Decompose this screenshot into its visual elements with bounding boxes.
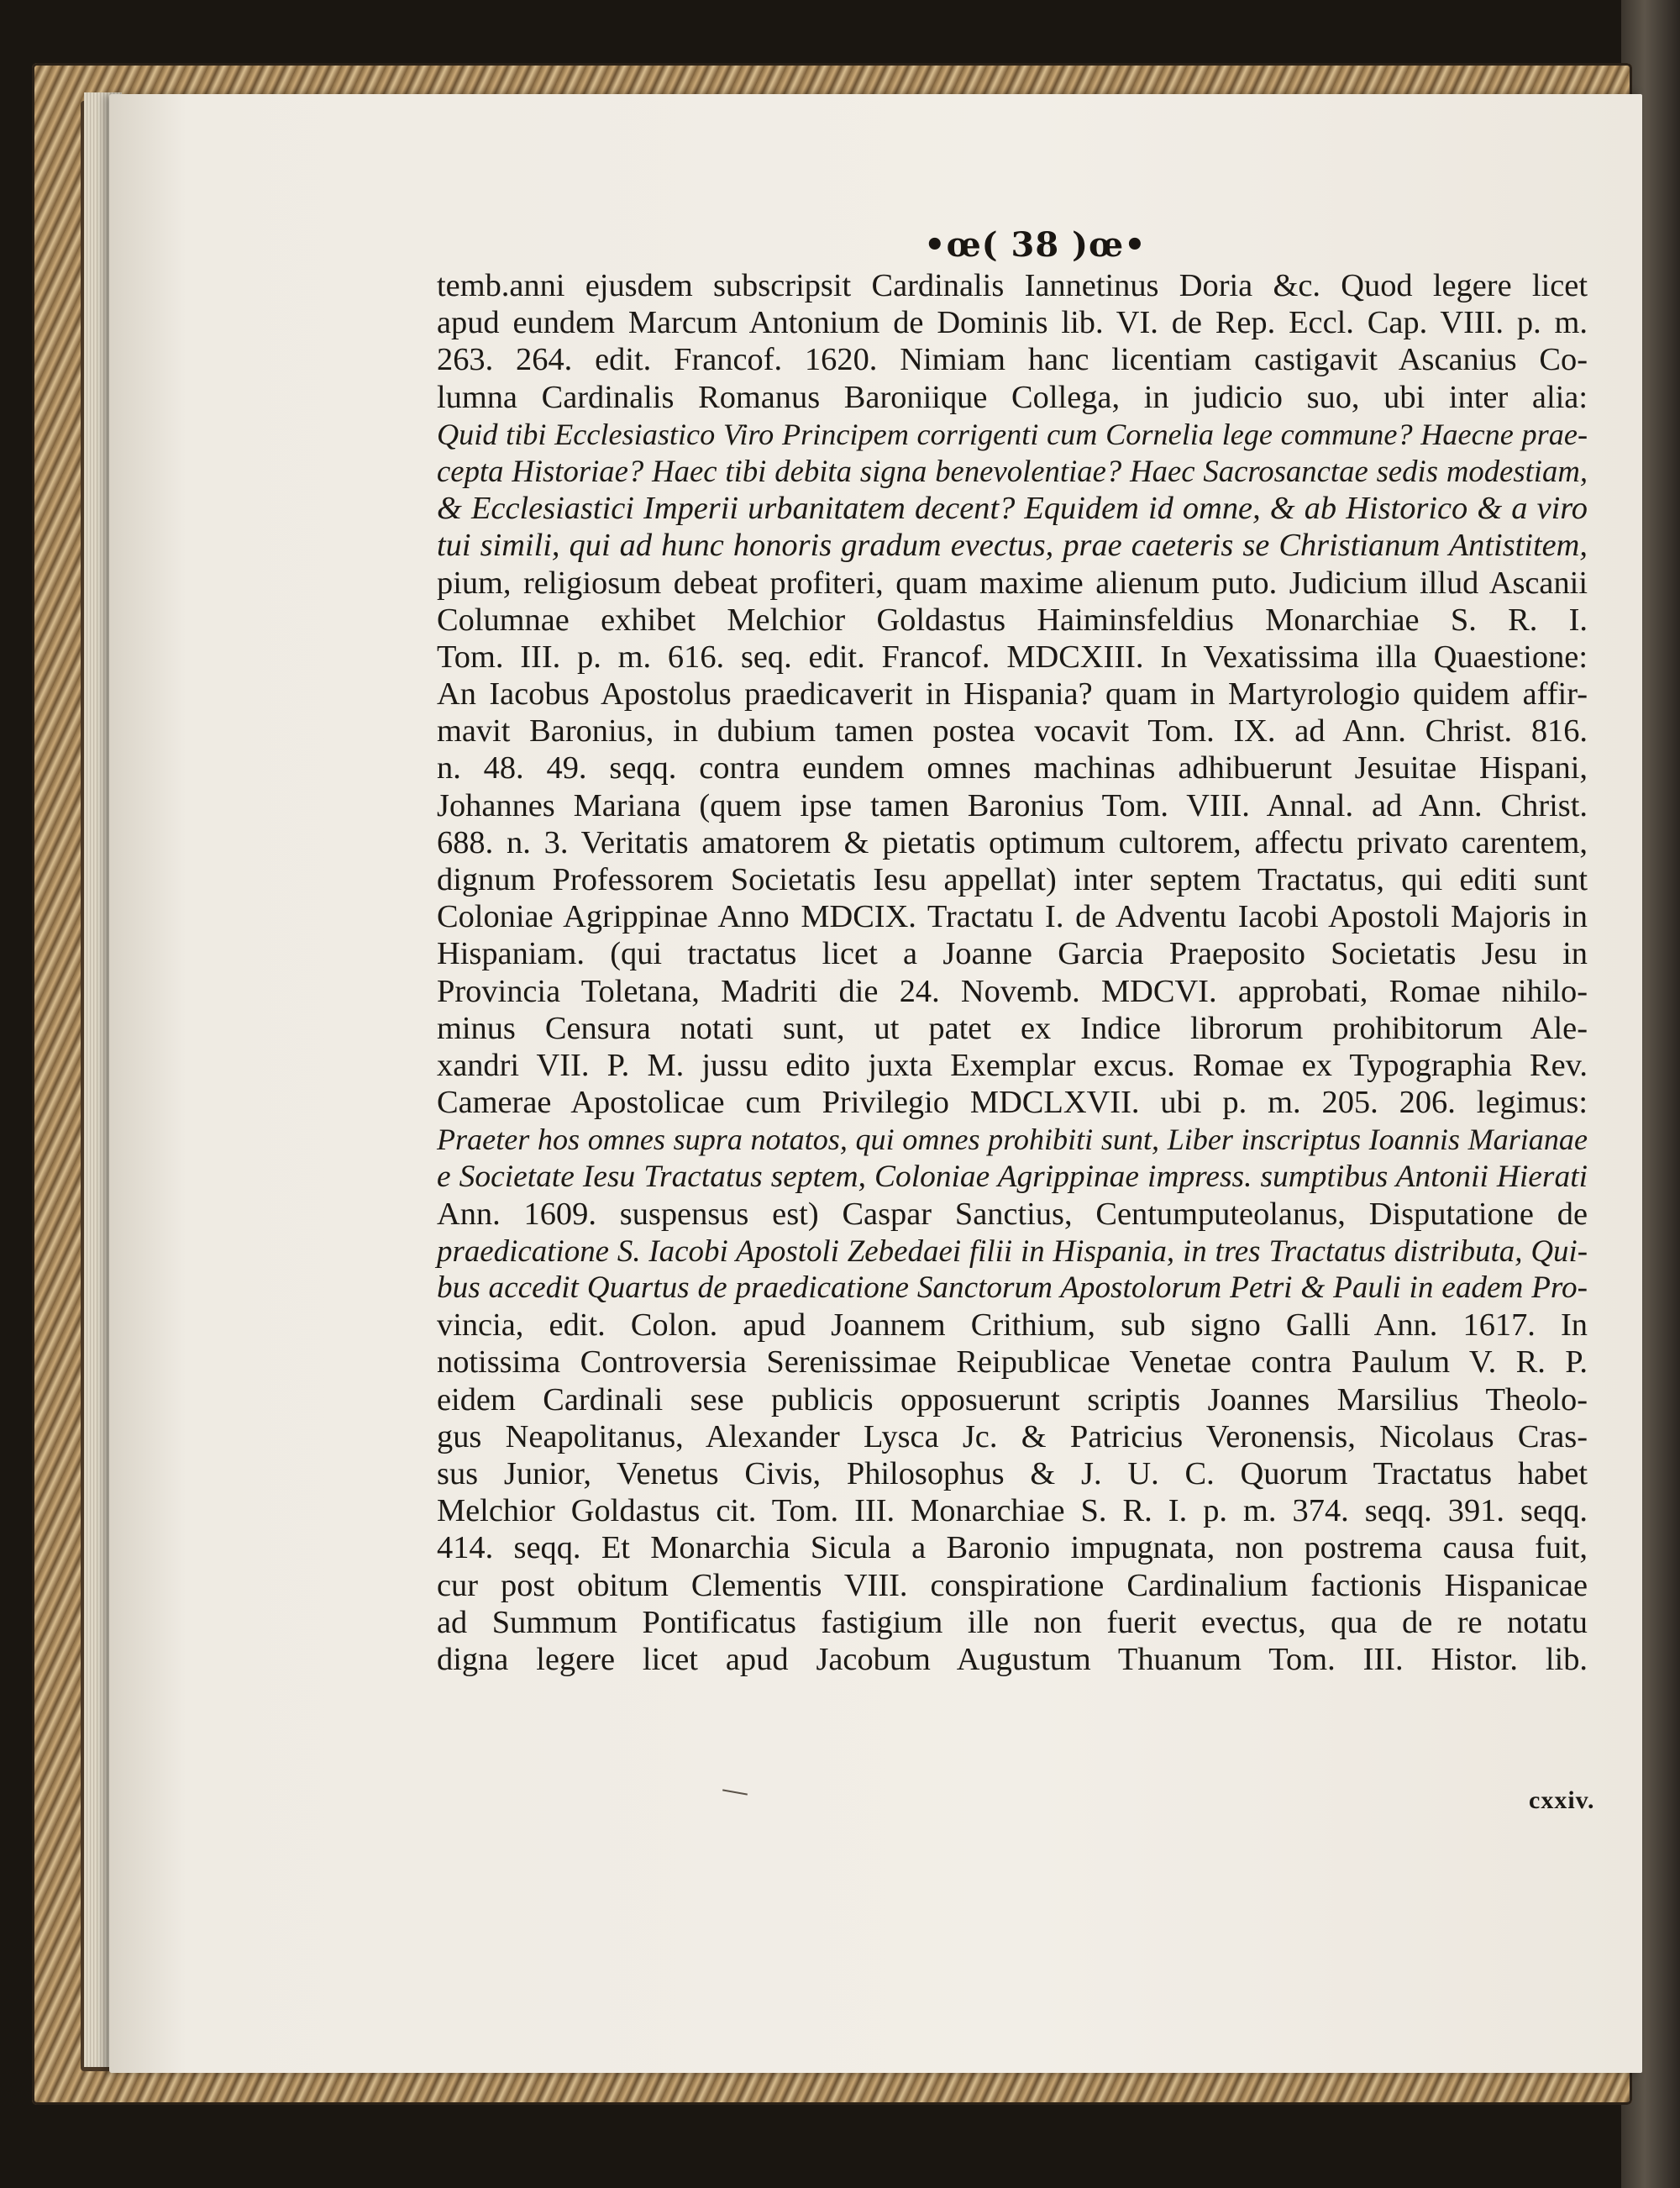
text-line: Tom. III. p. m. 616. seq. edit. Francof. MDCXIII. In Vexatissima illa Quaestione: bbox=[437, 639, 1588, 675]
text-line: Johannes Mariana (quem ipse tamen Baronius Tom. VIII. Annal. ad Ann. Christ. bbox=[437, 787, 1588, 823]
text-line: sus Junior, Venetus Civis, Philosophus & J. U. C. Quorum Tractatus habet bbox=[437, 1456, 1588, 1491]
page-header: •œ( 38 )œ• bbox=[924, 225, 1147, 265]
body-text bbox=[437, 267, 1588, 1678]
text-line: Coloniae Agrippinae Anno MDCIX. Tractatu I. de Adventu Iacobi Apostoli Majoris in bbox=[437, 899, 1588, 935]
text-line: tui simili, qui ad hunc honoris gradum evectus, prae caeteris se Christianum Antistitem, bbox=[437, 528, 1588, 564]
text-line: gus Neapolitanus, Alexander Lysca Jc. & Patricius Veronensis, Nicolaus Cras- bbox=[437, 1418, 1588, 1454]
text-line: temb.anni ejusdem subscripsit Cardinalis Iannetinus Doria &c. Quod legere licet bbox=[437, 268, 1588, 303]
text-line: & Ecclesiastici Imperii urbanitatem decent? Equidem id omne, & ab Historico & a viro bbox=[437, 491, 1588, 527]
text-line: Hispaniam. (qui tractatus licet a Joanne Garcia Praeposito Societatis Jesu in bbox=[437, 936, 1588, 972]
text-line: Quid tibi Ecclesiastico Viro Principem corrigenti cum Cornelia lege commune? Haecne prae- bbox=[437, 417, 1588, 451]
text-line: 688. n. 3. Veritatis amatorem & pietatis optimum cultorem, affectu privato carentem, bbox=[437, 824, 1588, 860]
text-line: digna legere licet apud Jacobum Augustum Thuanum Tom. III. Histor. lib. bbox=[437, 1641, 1588, 1677]
text-line: cur post obitum Clementis VIII. conspiratione Cardinalium factionis Hispanicae bbox=[437, 1567, 1588, 1603]
text-line: minus Censura notati sunt, ut patet ex Indice librorum prohibitorum Ale- bbox=[437, 1010, 1588, 1046]
text-line: mavit Baronius, in dubium tamen postea vocavit Tom. IX. ad Ann. Christ. 816. bbox=[437, 713, 1588, 749]
text-line: e Societate Iesu Tractatus septem, Coloniae Agrippinae impress. sumptibus Antonii Hierati bbox=[437, 1159, 1588, 1194]
text-line: dignum Professorem Societatis Iesu appellat) inter septem Tractatus, qui editi sunt bbox=[437, 862, 1588, 897]
text-line: cepta Historiae? Haec tibi debita signa benevolentiae? Haec Sacrosanctae sedis modestiam, bbox=[437, 453, 1588, 488]
text-line: Melchior Goldastus cit. Tom. III. Monarchiae S. R. I. p. m. 374. seqq. 391. seqq. bbox=[437, 1493, 1588, 1529]
text-line: bus accedit Quartus de praedicatione Sanctorum Apostolorum Petri & Pauli in eadem Pro- bbox=[437, 1270, 1588, 1306]
text-line: apud eundem Marcum Antonium de Dominis lib. VI. de Rep. Eccl. Cap. VIII. p. m. bbox=[437, 305, 1588, 341]
text-line: notissima Controversia Serenissimae Reipublicae Venetae contra Paulum V. R. P. bbox=[437, 1344, 1588, 1381]
text-line: Camerae Apostolicae cum Privilegio MDCLXVII. ubi p. m. 205. 206. legimus: bbox=[437, 1085, 1588, 1121]
text-line: lumna Cardinalis Romanus Baroniique Collega, in judicio suo, ubi inter alia: bbox=[437, 379, 1588, 415]
text-line: 263. 264. edit. Francof. 1620. Nimiam hanc licentiam castigavit Ascanius Co- bbox=[437, 342, 1588, 378]
text-line: xandri VII. P. M. jussu edito juxta Exemplar excus. Romae ex Typographia Rev. bbox=[437, 1047, 1588, 1083]
text-line: Praeter hos omnes supra notatos, qui omnes prohibiti sunt, Liber inscriptus Ioannis Marianae bbox=[437, 1123, 1588, 1157]
text-line: 414. seqq. Et Monarchia Sicula a Baronio impugnata, non postrema causa fuit, bbox=[437, 1530, 1588, 1566]
text-line: Columnae exhibet Melchior Goldastus Haiminsfeldius Monarchiae S. R. I. bbox=[437, 602, 1588, 638]
text-line: n. 48. 49. seqq. contra eundem omnes machinas adhibuerunt Jesuitae Hispani, bbox=[437, 750, 1588, 786]
text-line: praedicatione S. Iacobi Apostoli Zebedaei filii in Hispania, in tres Tractatus distributa, Qui- bbox=[437, 1233, 1588, 1268]
text-line: ad Summum Pontificatus fastigium ille non fuerit evectus, qua de re notatu bbox=[437, 1604, 1588, 1640]
text-line: Ann. 1609. suspensus est) Caspar Sanctius, Centumputeolanus, Disputatione de bbox=[437, 1196, 1588, 1232]
text-line: vincia, edit. Colon. apud Joannem Crithium, sub signo Galli Ann. 1617. In bbox=[437, 1307, 1588, 1344]
text-line: An Iacobus Apostolus praedicaverit in Hispania? quam in Martyrologio quidem affir- bbox=[437, 676, 1588, 713]
text-line: eidem Cardinali sese publicis opposuerunt scriptis Joannes Marsilius Theolo- bbox=[437, 1381, 1588, 1417]
catchword: cxxiv. bbox=[1529, 1786, 1595, 1814]
text-line: pium, religiosum debeat profiteri, quam maxime alienum puto. Judicium illud Ascanii bbox=[437, 565, 1588, 601]
text-line: Provincia Toletana, Madriti die 24. Novemb. MDCVI. approbati, Romae nihilo- bbox=[437, 973, 1588, 1009]
